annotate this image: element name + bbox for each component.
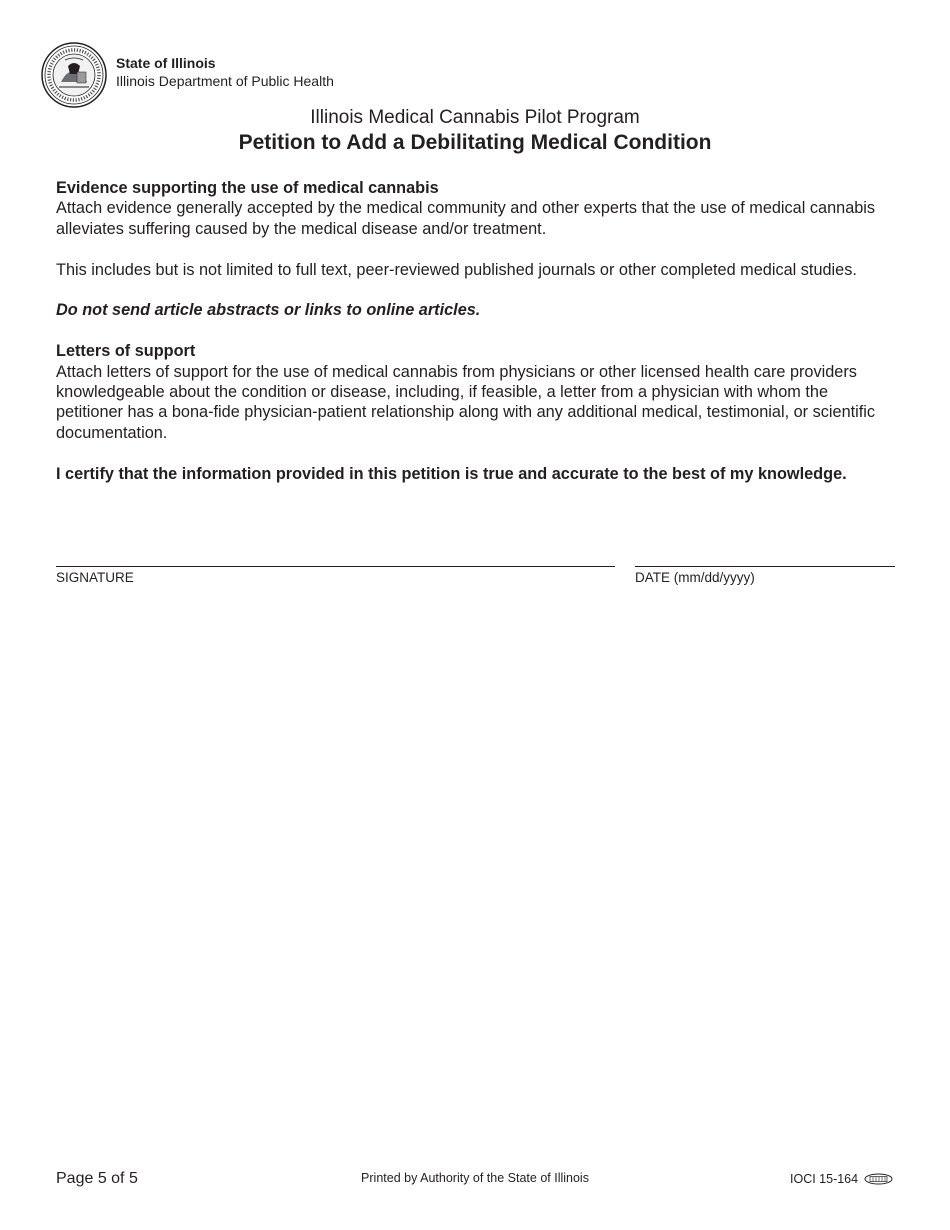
evidence-warning: Do not send article abstracts or links to online articles. <box>56 301 481 320</box>
agency-block <box>116 54 334 90</box>
evidence-body: Attach evidence generally accepted by the medical community and other experts that the use of medical cannabis alleviates suffering caused by the medical disease and/or treatment. <box>56 199 876 238</box>
signature-label: SIGNATURE <box>56 570 134 585</box>
letters-heading: Letters of support <box>56 342 196 361</box>
state-seal-icon <box>41 42 107 108</box>
signature-field[interactable] <box>56 566 615 567</box>
form-code-block <box>790 1172 893 1186</box>
form-code: IOCI 15-164 <box>790 1172 859 1186</box>
evidence-heading: Evidence supporting the use of medical cannabis <box>56 179 439 197</box>
date-label: DATE (mm/dd/yyyy) <box>635 570 755 585</box>
date-field[interactable] <box>635 566 895 567</box>
printing-authority: Printed by Authority of the State of Illinois <box>361 1171 589 1185</box>
title-block <box>0 106 950 156</box>
state-name: State of Illinois <box>116 55 216 71</box>
page-number: Page 5 of 5 <box>56 1170 138 1187</box>
union-bug-icon <box>864 1173 893 1185</box>
letters-body: Attach letters of support for the use of medical cannabis from physicians or other licensed health care providers knowledgeable about the condition or disease, including, if feasible, a letter from a physician with whom the petitioner has a bona-fide physician-patient relationship along with any additional medical, testimonial, or scientific documentation. <box>56 362 876 442</box>
form-title: Petition to Add a Debilitating Medical Condition <box>238 131 712 154</box>
evidence-scope: This includes but is not limited to full text, peer-reviewed published journals or other completed medical studies. <box>56 260 857 279</box>
program-title: Illinois Medical Cannabis Pilot Program <box>310 107 640 128</box>
certification-statement: I certify that the information provided in this petition is true and accurate to the best of my knowledge. <box>56 464 847 483</box>
form-body <box>56 178 896 484</box>
department-name: Illinois Department of Public Health <box>116 73 334 89</box>
